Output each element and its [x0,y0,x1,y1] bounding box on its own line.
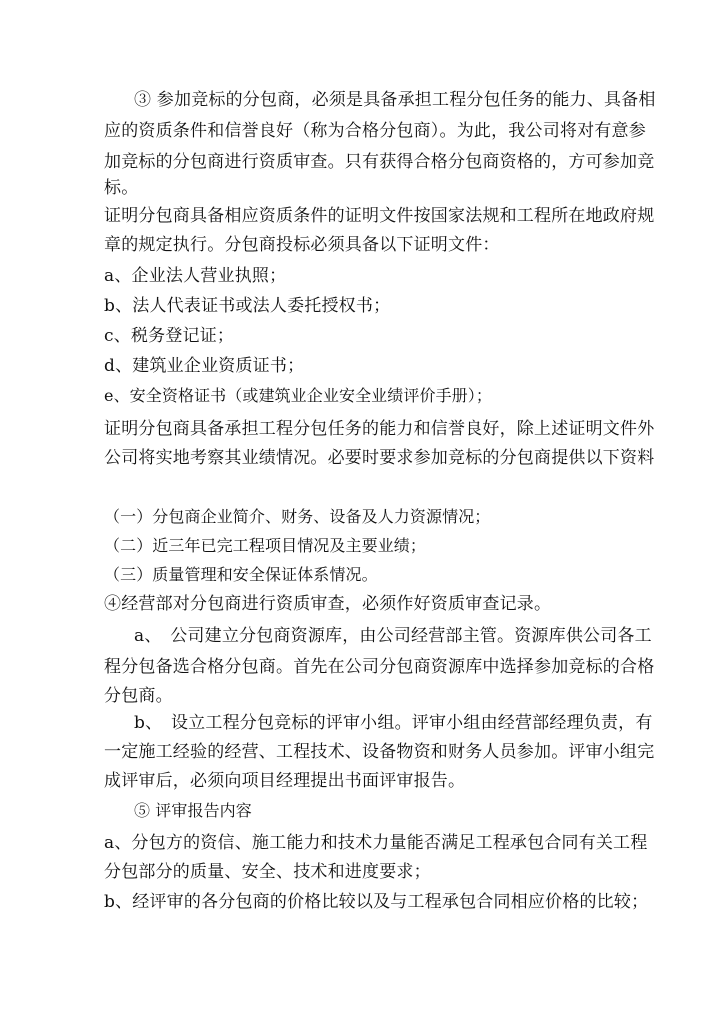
list-item: b、法人代表证书或法人委托授权书； [104,296,391,316]
paragraph-line: ④经营部对分包商进行资质审查，必须作好资质审查记录。 [104,594,552,614]
paragraph-line: 程分包备选合格分包商。首先在公司分包商资源库中选择参加竞标的合格 [104,657,655,677]
list-item: （二）近三年已完工程项目情况及主要业绩； [104,536,427,555]
paragraph-line: 标。 [104,178,139,198]
paragraph-line: 应的资质条件和信誉良好（称为合格分包商）。为此，我公司将对有意参 [104,121,646,141]
list-item: d、建筑业企业资质证书； [104,356,305,376]
paragraph-line: b、经评审的各分包商的价格比较以及与工程承包合同相应价格的比较； [104,892,649,912]
paragraph-line: 分包商。 [104,686,173,706]
paragraph-line: 章的规定执行。分包商投标必须具备以下证明文件： [104,235,500,255]
section-heading: ⑤ 评审报告内容 [134,801,252,820]
paragraph-line: 加竞标的分包商进行资质审查。只有获得合格分包商资格的，方可参加竞 [104,152,655,172]
paragraph-line: 公司将实地考察其业绩情况。必要时要求参加竞标的分包商提供以下资料 [104,448,655,468]
paragraph-line: ③ 参加竞标的分包商，必须是具备承担工程分包任务的能力、具备相 [134,90,656,110]
paragraph-line: 证明分包商具备相应资质条件的证明文件按国家法规和工程所在地政府规 [104,206,655,226]
paragraph-line: b、 设立工程分包竞标的评审小组。评审小组由经营部经理负责，有 [134,713,653,733]
paragraph-line: a、 公司建立分包商资源库，由公司经营部主管。资源库供公司各工 [134,626,652,646]
paragraph-line: 分包部分的质量、安全、技术和进度要求； [104,862,431,882]
paragraph-line: 成评审后，必须向项目经理提出书面评审报告。 [104,771,466,791]
list-item: a、企业法人营业执照； [104,266,287,286]
paragraph-line: a、分包方的资信、施工能力和技术力量能否满足工程承包合同有关工程 [104,833,648,853]
list-item: e、安全资格证书（或建筑业企业安全业绩评价手册）； [104,386,492,405]
list-item: （一）分包商企业简介、财务、设备及人力资源情况； [104,507,491,526]
list-item: c、税务登记证； [104,326,235,346]
list-item: （三）质量管理和安全保证体系情况。 [104,565,378,584]
paragraph-line: 一定施工经验的经营、工程技术、设备物资和财务人员参加。评审小组完 [104,742,655,762]
paragraph-line: 证明分包商具备承担工程分包任务的能力和信誉良好，除上述证明文件外 [104,419,655,439]
